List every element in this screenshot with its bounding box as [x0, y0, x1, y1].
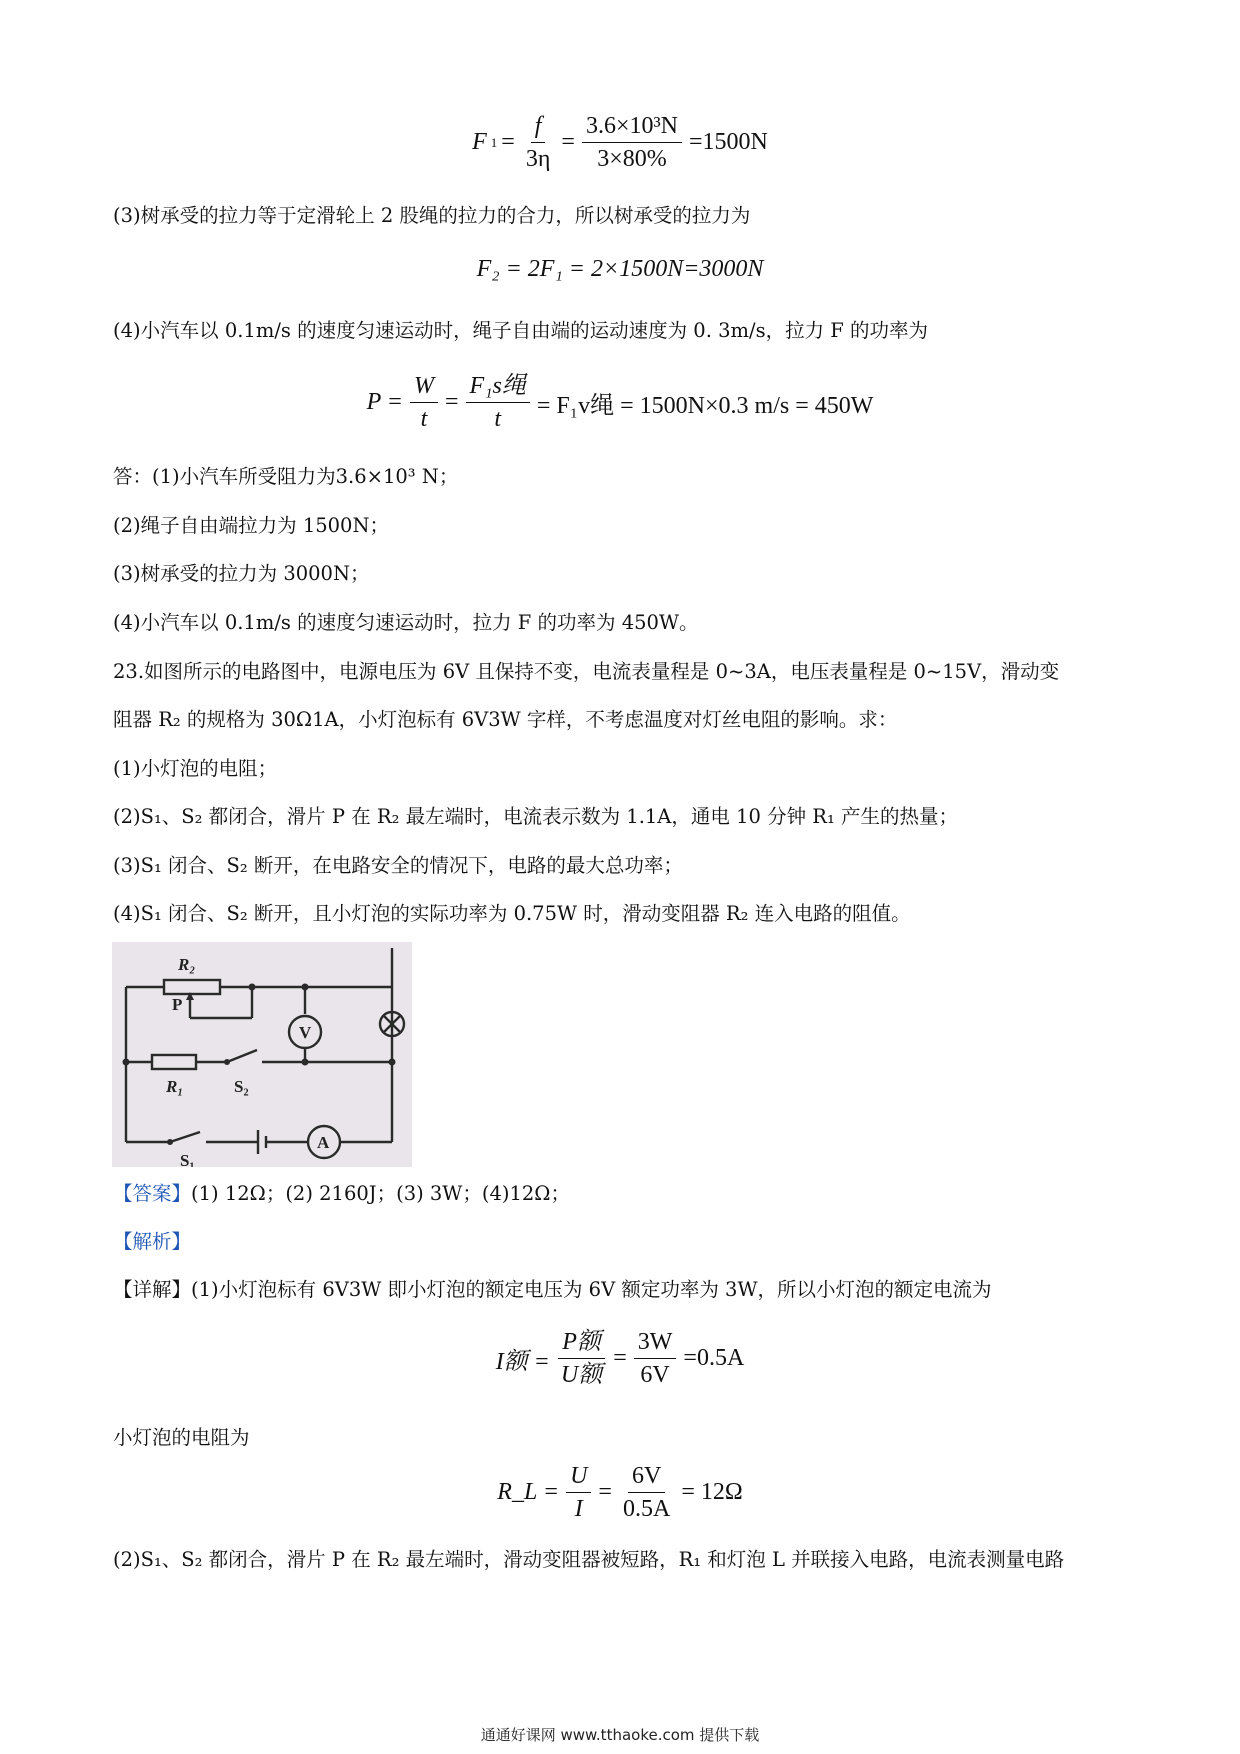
analysis-label: 【解析】	[113, 1230, 192, 1253]
eq1-equals-2: =	[561, 129, 575, 155]
detail-label: 【详解】	[113, 1278, 192, 1301]
eq4-f1-num: P额	[558, 1328, 605, 1359]
eq1-f1-num: f	[531, 112, 546, 143]
eq5-rhs: = 12Ω	[681, 1479, 743, 1505]
equation-rated-current	[0, 1328, 1240, 1389]
circuit-svg	[112, 942, 412, 1167]
eq4-f2-num: 3W	[634, 1328, 677, 1359]
label-r2: R₂	[178, 955, 196, 974]
eq3-lhs: P =	[366, 389, 403, 415]
question-23-sub-3: (3)S₁ 闭合、S₂ 断开，在电路安全的情况下，电路的最大总功率；	[113, 854, 683, 877]
eq1-fraction-2	[582, 112, 682, 173]
answer-line-1: 答：(1)小汽车所受阻力为3.6×10³ N；	[113, 465, 459, 488]
eq1-f1-den: 3η	[525, 146, 551, 172]
answer-line-4: (4)小汽车以 0.1m/s 的速度匀速运动时，拉力 F 的功率为 450W。	[113, 611, 699, 634]
question-23-sub-1: (1)小灯泡的电阻；	[113, 757, 278, 780]
equation-f1	[0, 112, 1240, 173]
detail-text: (1)小灯泡标有 6V3W 即小灯泡的额定电压为 6V 额定功率为 3W，所以小灯泡的额定电流为	[191, 1278, 992, 1301]
eq4-f1-den: U额	[560, 1362, 603, 1388]
paragraph-part4: (4)小汽车以 0.1m/s 的速度匀速运动时，绳子自由端的运动速度为 0. 3m/s，拉力 F 的功率为	[113, 319, 929, 342]
label-s2: S₂	[234, 1077, 249, 1096]
eq1-f2-num: 3.6×10³N	[582, 112, 682, 143]
label-s1: S₁	[180, 1151, 195, 1167]
page-footer: 通通好课网 www.tthaoke.com 提供下载	[480, 1726, 760, 1744]
answer-row	[113, 1180, 1133, 1208]
eq1-f2-den: 3×80%	[597, 146, 667, 172]
eq5-equals: =	[598, 1479, 612, 1505]
paragraph-part3: (3)树承受的拉力等于定滑轮上 2 股绳的拉力的合力，所以树承受的拉力为	[113, 204, 751, 227]
detail-row	[113, 1276, 1133, 1304]
equation-f2: F₂ = 2F₁ = 2×1500N=3000N	[476, 256, 764, 282]
equation-power	[0, 372, 1240, 433]
eq5-lhs: R_L =	[497, 1479, 560, 1505]
equation-resistance	[0, 1462, 1240, 1523]
paragraph-part2-start: (2)S₁、S₂ 都闭合，滑片 P 在 R₂ 最左端时，滑动变阻器被短路，R₁ 和灯泡 L 并联接入电路，电流表测量电路	[113, 1548, 1065, 1571]
eq5-f2-num: 6V	[628, 1462, 665, 1493]
eq3-equals: =	[445, 389, 459, 415]
eq1-fraction-1	[522, 112, 555, 173]
eq1-lhs-sub: 1	[490, 134, 498, 150]
eq5-f2-den: 0.5A	[622, 1496, 671, 1522]
answer-label: 【答案】	[113, 1182, 192, 1205]
eq5-fraction-1	[566, 1462, 591, 1523]
label-v: V	[299, 1023, 312, 1042]
eq4-fraction-2	[634, 1328, 677, 1389]
eq4-equals: =	[613, 1345, 627, 1371]
eq4-f2-den: 6V	[640, 1362, 670, 1388]
label-a: A	[317, 1133, 330, 1152]
answer-text: (1) 12Ω；(2) 2160J；(3) 3W；(4)12Ω；	[191, 1182, 570, 1205]
label-p: P	[172, 995, 183, 1014]
eq5-f1-den: I	[574, 1496, 583, 1522]
question-23-sub-2: (2)S₁、S₂ 都闭合，滑片 P 在 R₂ 最左端时，电流表示数为 1.1A，通电 10 分钟 R₁ 产生的热量；	[113, 805, 958, 828]
question-23-line-1: 23.如图所示的电路图中，电源电压为 6V 且保持不变，电流表量程是 0~3A，电压表量程是 0~15V，滑动变	[113, 660, 1060, 683]
answer-line-3: (3)树承受的拉力为 3000N；	[113, 562, 370, 585]
eq3-f2-den: t	[494, 406, 502, 432]
resistance-intro: 小灯泡的电阻为	[113, 1426, 250, 1449]
answer-line-2: (2)绳子自由端拉力为 1500N；	[113, 514, 390, 537]
eq3-fraction-2	[466, 372, 530, 433]
eq1-equals: =	[501, 129, 515, 155]
question-23-line-2: 阻器 R₂ 的规格为 30Ω1A，小灯泡标有 6V3W 字样，不考虑温度对灯丝电阻的影响。求：	[113, 708, 898, 731]
label-r1: R₁	[166, 1077, 184, 1096]
eq1-lhs: F	[472, 129, 487, 155]
eq4-rhs: =0.5A	[683, 1345, 745, 1371]
eq3-rhs: = F₁v绳 = 1500N×0.3 m/s = 450W	[536, 393, 874, 419]
eq4-fraction-1	[557, 1328, 606, 1389]
eq5-fraction-2	[619, 1462, 674, 1523]
circuit-diagram	[112, 942, 412, 1167]
eq5-f1-num: U	[566, 1462, 591, 1493]
eq3-f1-den: t	[420, 406, 428, 432]
question-23-sub-4: (4)S₁ 闭合、S₂ 断开，且小灯泡的实际功率为 0.75W 时，滑动变阻器 R₂ 连入电路的阻值。	[113, 902, 911, 925]
eq3-fraction-1	[410, 372, 438, 433]
eq4-lhs: I额 =	[495, 1349, 550, 1375]
eq3-f2-num: F₁s绳	[466, 372, 530, 403]
eq1-rhs: =1500N	[689, 129, 768, 155]
eq3-f1-num: W	[410, 372, 438, 403]
